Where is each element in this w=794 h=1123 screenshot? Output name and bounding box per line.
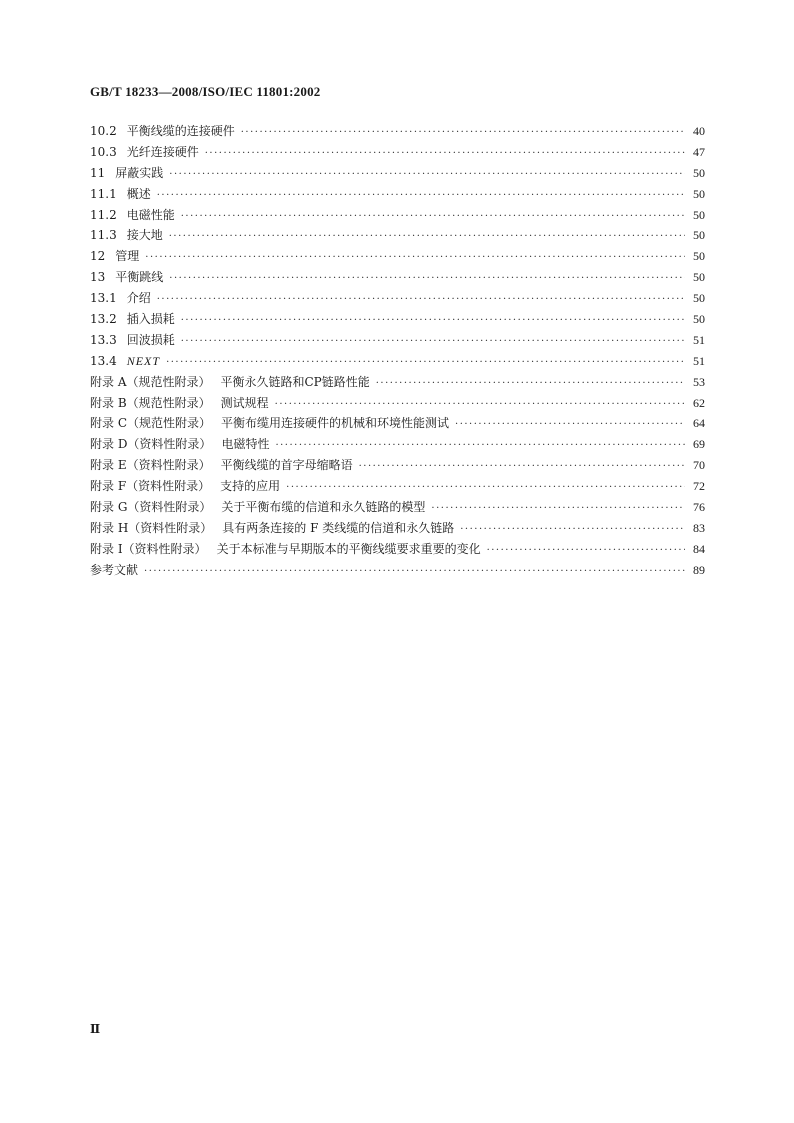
toc-entry-number: 13 [90,270,106,285]
toc-entry[interactable] [90,225,705,246]
toc-entry-number: 13.4 [90,353,117,368]
toc-entry-title: 支持的应用 [220,479,281,494]
toc-entry-title: 电磁性能 [126,207,175,222]
toc-entry-number: 11 [90,165,106,180]
toc-entry[interactable] [90,413,705,434]
toc-entry[interactable] [90,205,705,226]
toc-entry-title: 具有两条连接的 F 类线缆的信道和永久链路 [222,520,455,535]
toc-entry-page: 47 [693,144,705,159]
toc-entry-page: 40 [693,124,705,138]
toc-leader-dots [166,353,685,374]
toc-entry-page: 70 [693,458,705,473]
toc-entry-page: 69 [693,437,705,452]
toc-entry[interactable] [90,372,705,393]
toc-entry-number: 13.3 [90,332,117,347]
toc-entry-title: 参考文献 [90,562,139,577]
toc-entry-page: 50 [693,228,705,243]
toc-entry-title: 回波损耗 [126,332,175,347]
toc-entry[interactable] [90,455,705,476]
toc-entry[interactable] [90,288,705,309]
toc-entry-number: 附录 C（规范性附录） [90,416,211,431]
toc-leader-dots [169,269,685,290]
toc-entry-title: 介绍 [126,291,151,306]
toc-entry-page: 89 [693,562,705,577]
toc-entry-title: 概述 [126,186,151,201]
toc-entry[interactable] [90,142,705,163]
toc-entry-page: 62 [693,395,705,410]
toc-leader-dots [181,311,685,332]
toc-entry-number: 附录 I（资料性附录） [90,541,207,556]
toc-leader-dots [205,144,685,165]
toc-entry-title: 光纤连接硬件 [126,144,199,159]
toc-entry[interactable] [90,309,705,330]
toc-entry-title: 屏蔽实践 [115,165,164,180]
toc-entry[interactable] [90,497,705,518]
toc-entry[interactable] [90,518,705,539]
toc-entry-page: 50 [693,186,705,201]
toc-entry-number: 13.1 [90,291,117,306]
toc-entry-number: 13.2 [90,312,117,327]
toc-entry-number: 附录 F（资料性附录） [90,479,211,494]
toc-entry-title: 测试规程 [220,395,269,410]
toc-entry-title: 平衡线缆的连接硬件 [126,124,235,138]
toc-entry-page: 50 [693,270,705,285]
toc-entry-page: 50 [693,312,705,327]
toc-entry-page: 76 [693,500,705,515]
toc-entry-number: 10.2 [90,124,117,138]
toc-entry-title: 平衡线缆的首字母缩略语 [220,458,353,473]
toc-entry[interactable] [90,330,705,351]
toc-entry-page: 53 [693,374,705,389]
toc-leader-dots [275,436,685,457]
toc-leader-dots [460,520,685,541]
toc-entry-page: 72 [693,479,705,494]
toc-entry[interactable] [90,539,705,560]
toc-leader-dots [157,186,685,207]
toc-entry[interactable] [90,351,705,372]
toc-leader-dots [181,332,685,353]
toc-entry-page: 50 [693,291,705,306]
toc-entry-number: 12 [90,249,106,264]
toc-leader-dots [169,165,685,186]
toc-entry-number: 11.2 [90,207,117,222]
toc-entry-title: 接大地 [126,228,163,243]
toc-entry[interactable] [90,393,705,414]
toc-entry[interactable] [90,434,705,455]
toc-entry-number: 附录 H（资料性附录） [90,520,213,535]
toc-entry-title: 平衡跳线 [115,270,164,285]
table-of-contents [90,121,705,581]
toc-entry[interactable] [90,246,705,267]
toc-leader-dots [169,227,685,248]
toc-entry-title: 平衡永久链路和CP链路性能 [220,374,370,389]
toc-entry-title: 关于本标准与早期版本的平衡线缆要求重要的变化 [216,541,481,556]
toc-entry-number: 附录 E（资料性附录） [90,458,211,473]
toc-leader-dots [487,541,685,562]
toc-leader-dots [181,207,685,228]
toc-entry[interactable] [90,163,705,184]
toc-leader-dots [157,290,685,311]
toc-entry-page: 83 [693,520,705,535]
toc-entry[interactable] [90,267,705,288]
toc-entry-number: 10.3 [90,144,117,159]
page-number: Ⅱ [90,1022,101,1036]
toc-leader-dots [286,478,685,499]
toc-entry-title: 关于平衡布缆的信道和永久链路的模型 [221,500,426,515]
toc-entry-page: 50 [693,249,705,264]
document-id-header: GB/T 18233—2008/ISO/IEC 11801:2002 [90,84,321,99]
toc-entry-number: 附录 B（规范性附录） [90,395,211,410]
toc-entry-page: 84 [693,541,705,556]
toc-leader-dots [376,374,685,395]
toc-entry-page: 50 [693,207,705,222]
toc-entry-number: 11.3 [90,228,117,243]
toc-entry-title: 插入损耗 [126,312,175,327]
toc-leader-dots [275,395,685,416]
toc-entry-number: 附录 G（资料性附录） [90,500,212,515]
toc-leader-dots [455,415,685,436]
toc-entry-title: 管理 [115,249,140,264]
toc-entry-page: 51 [693,332,705,347]
toc-entry[interactable] [90,184,705,205]
toc-entry-number: 附录 D（资料性附录） [90,437,212,452]
toc-leader-dots [144,562,685,583]
toc-entry[interactable] [90,476,705,497]
toc-entry-number: 附录 A（规范性附录） [90,374,211,389]
toc-leader-dots [431,499,685,520]
toc-entry-title: 平衡布缆用连接硬件的机械和环境性能测试 [221,416,450,431]
toc-entry-page: 50 [693,165,705,180]
toc-entry[interactable] [90,560,705,581]
toc-entry-number: 11.1 [90,186,117,201]
toc-leader-dots [359,457,685,478]
toc-entry-title: 电磁特性 [221,437,270,452]
toc-entry-page: 51 [693,353,705,368]
toc-leader-dots [145,248,685,269]
toc-entry[interactable] [90,121,705,142]
toc-leader-dots [241,123,685,144]
toc-entry-title: NEXT [126,353,161,368]
toc-entry-page: 64 [693,416,705,431]
